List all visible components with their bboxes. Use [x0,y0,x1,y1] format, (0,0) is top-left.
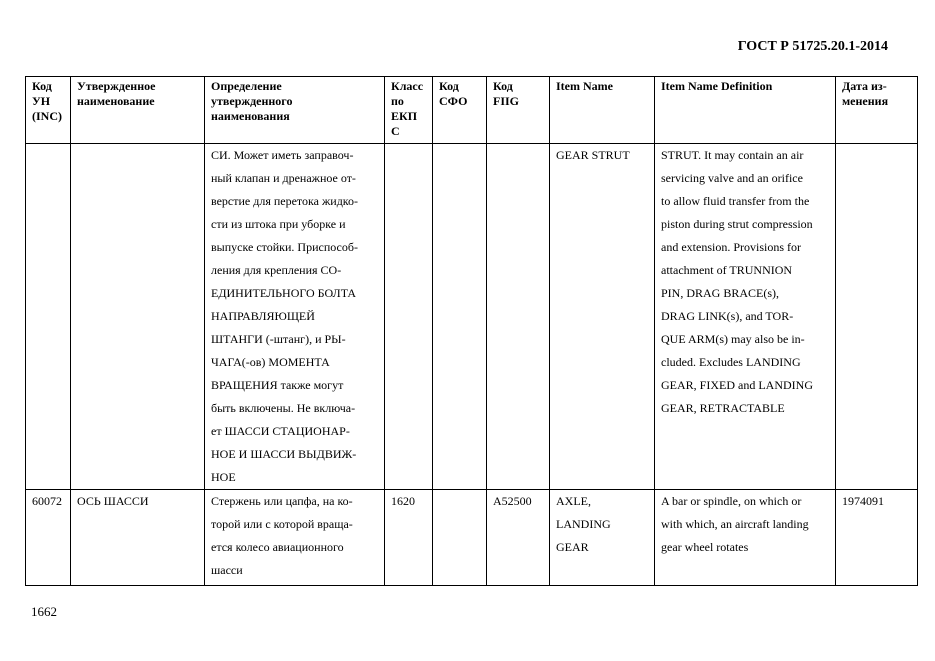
cell-fiig: A52500 [487,490,550,586]
col-header-sfo: Код СФО [433,77,487,144]
cell-class [385,144,433,490]
table-row [26,144,918,490]
cell-approved-name [71,144,205,490]
table-header-row [26,77,918,144]
cell-change-date [836,144,918,490]
col-header-change-date: Дата из- менения [836,77,918,144]
cell-class: 1620 [385,490,433,586]
cell-definition: Стержень или цапфа, на ко- торой или с которой враща- ется колесо авиационного шасси [205,490,385,586]
cell-approved-name: ОСЬ ШАССИ [71,490,205,586]
page-number: 1662 [31,604,57,619]
col-header-class: Класс по ЕКП С [385,77,433,144]
cell-sfo [433,490,487,586]
cell-item-definition: A bar or spindle, on which or with which, an aircraft landing gear wheel rotates [655,490,836,586]
col-header-item-definition: Item Name Definition [655,77,836,144]
col-header-approved-name: Утвержденное наименование [71,77,205,144]
col-header-fiig: Код FIIG [487,77,550,144]
cell-definition: СИ. Может иметь заправоч- ный клапан и дренажное от- верстие для перетока жидко- сти из штока при уборке и выпуске стойки. Приспособ- ления для крепления СО- ЕДИНИТЕЛЬНОГО БОЛТА НАПРАВЛЯЮЩЕЙ ШТАНГИ (-штанг), и РЫ- ЧАГА(-ов) МОМЕНТА ВРАЩЕНИЯ также могут быть включены. Не включа- ет ШАССИ СТАЦИОНАР- НОЕ И ШАССИ ВЫДВИЖ- НОЕ [205,144,385,490]
cell-inc: 60072 [26,490,71,586]
document-standard-header: ГОСТ Р 51725.20.1-2014 [737,39,888,54]
cell-fiig [487,144,550,490]
cell-inc [26,144,71,490]
col-header-item-name: Item Name [550,77,655,144]
catalog-table [25,76,918,586]
col-header-definition: Определение утвержденного наименования [205,77,385,144]
cell-sfo [433,144,487,490]
col-header-inc: Код УН (INC) [26,77,71,144]
cell-item-name: AXLE, LANDING GEAR [550,490,655,586]
cell-item-definition: STRUT. It may contain an air servicing valve and an orifice to allow fluid transfer from the piston during strut compression and extension. Provisions for attachment of TRUNNION PIN, DRAG BRACE(s), DRAG LINK(s), and TOR- QUE ARM(s) may also be in- cluded. Excludes LANDING GEAR, FIXED and LANDING GEAR, RETRACTABLE [655,144,836,490]
cell-item-name: GEAR STRUT [550,144,655,490]
table-row [26,490,918,586]
cell-change-date: 1974091 [836,490,918,586]
